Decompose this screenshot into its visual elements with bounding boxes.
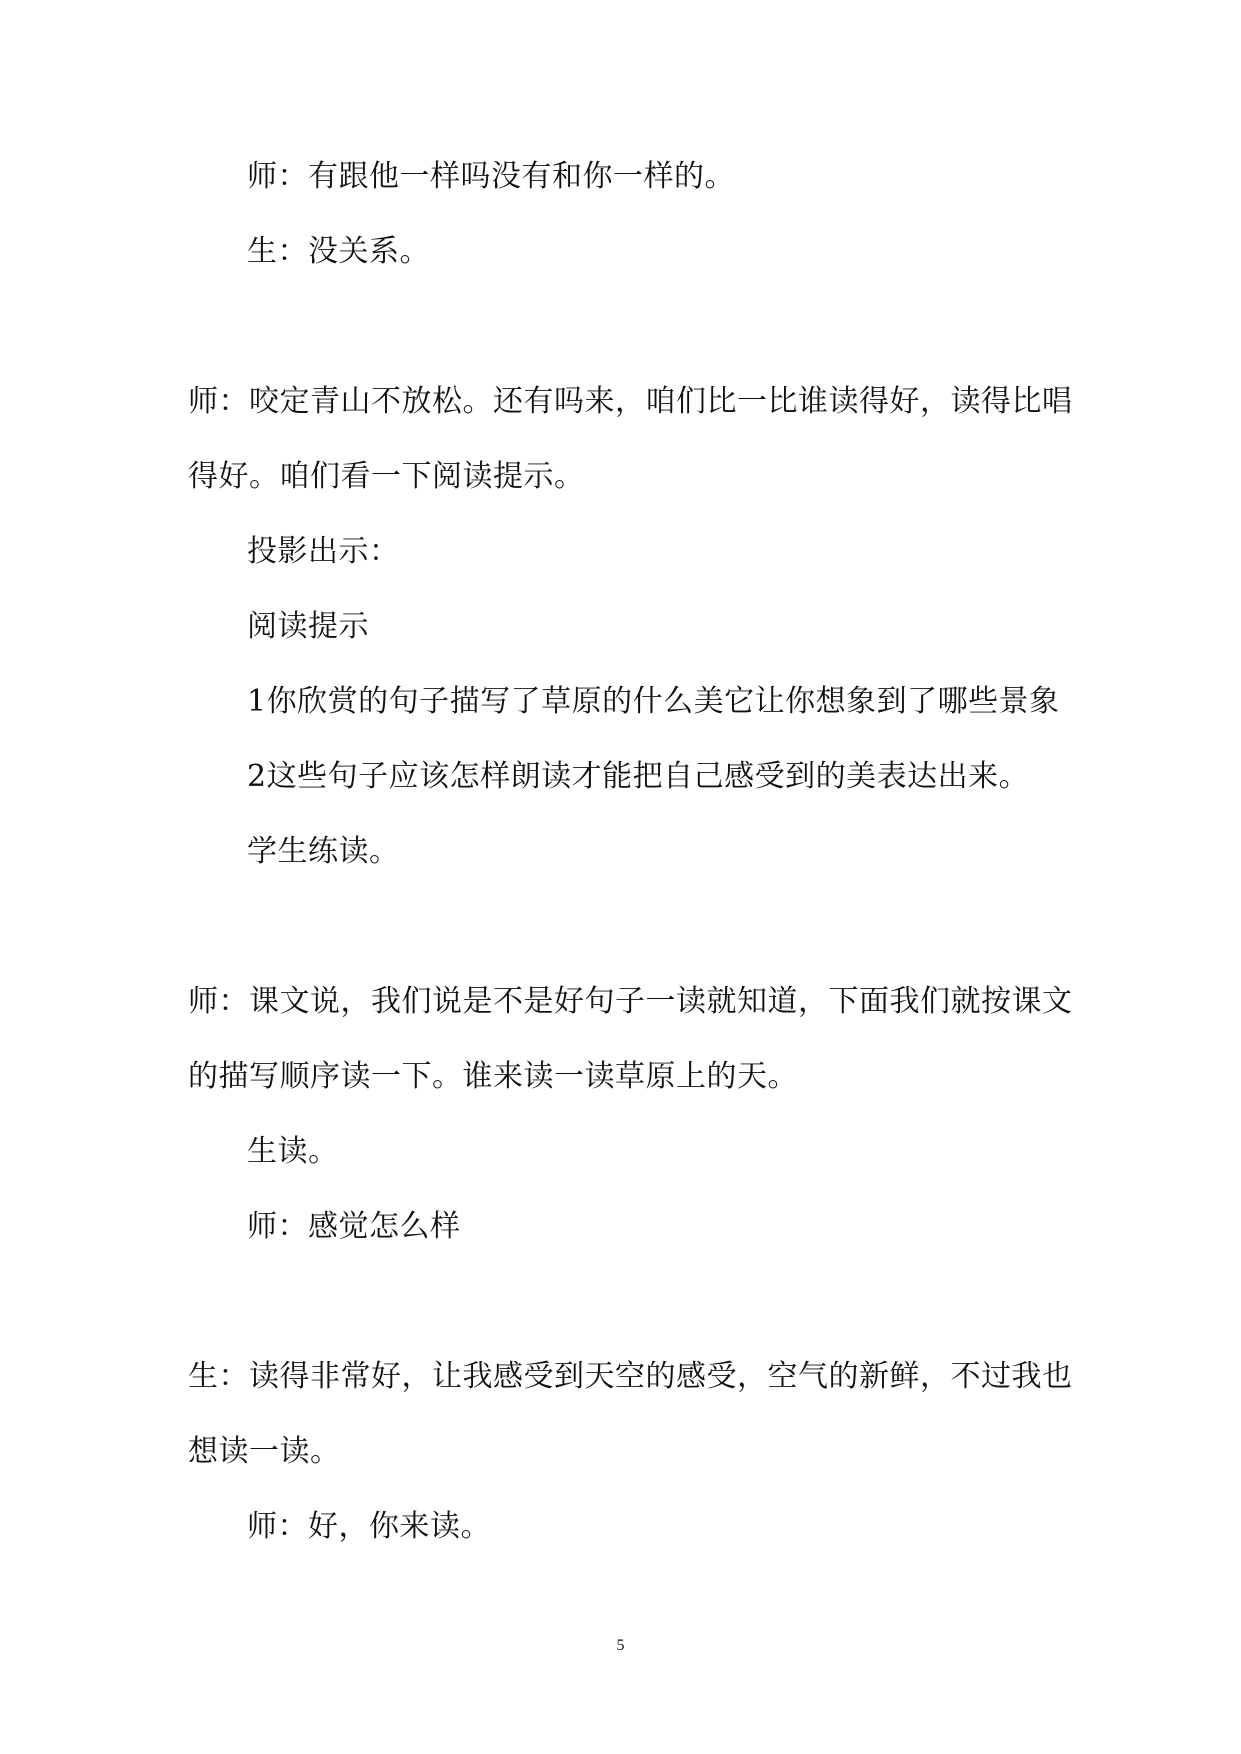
page-number: 5 bbox=[616, 1637, 625, 1654]
paragraph-line: 师：有跟他一样吗没有和你一样的。 bbox=[247, 159, 735, 194]
paragraph-line: 投影出示： bbox=[247, 534, 400, 569]
paragraph-line: 师：好，你来读。 bbox=[247, 1509, 491, 1544]
paragraph-line: 师：课文说，我们说是不是好句子一读就知道，下面我们就按课文 bbox=[188, 984, 1073, 1019]
paragraph-line: 得好。咱们看一下阅读提示。 bbox=[188, 459, 585, 494]
paragraph-line: 生：没关系。 bbox=[247, 234, 430, 269]
paragraph-line: 的描写顺序读一下。谁来读一读草原上的天。 bbox=[188, 1059, 798, 1094]
paragraph-line: 想读一读。 bbox=[188, 1434, 341, 1469]
list-item: 2这些句子应该怎样朗读才能把自己感受到的美表达出来。 bbox=[247, 759, 1030, 794]
paragraph-line: 学生练读。 bbox=[247, 834, 400, 869]
section-heading: 阅读提示 bbox=[247, 609, 369, 644]
paragraph-line: 师：咬定青山不放松。还有吗来，咱们比一比谁读得好，读得比唱 bbox=[188, 384, 1073, 419]
paragraph-line: 生：读得非常好，让我感受到天空的感受，空气的新鲜，不过我也 bbox=[188, 1359, 1073, 1394]
paragraph-line: 生读。 bbox=[247, 1134, 339, 1169]
paragraph-line: 师：感觉怎么样 bbox=[247, 1209, 461, 1244]
list-item: 1你欣赏的句子描写了草原的什么美它让你想象到了哪些景象 bbox=[247, 684, 1060, 719]
